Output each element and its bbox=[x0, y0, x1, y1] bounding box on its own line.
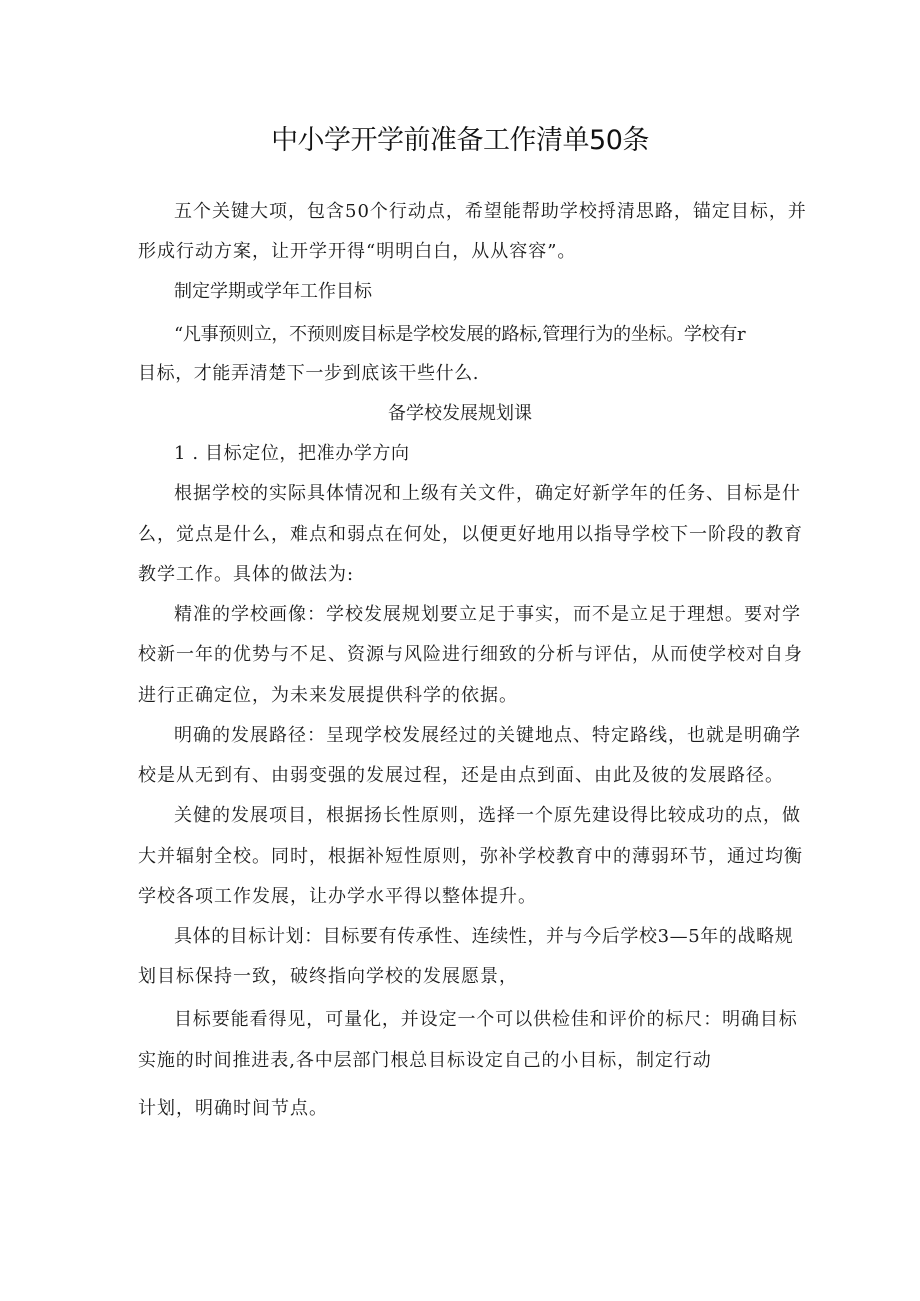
paragraph-line: 计划，明确时间节点。 bbox=[138, 1098, 328, 1119]
paragraph-line: 目标要能看得见，可量化，并设定一个可以供检佳和评价的标尺：明确目标 bbox=[174, 1009, 798, 1030]
paragraph-line: 明确的发展路径：呈现学校发展经过的关键地点、特定路线，也就是明确学 bbox=[174, 725, 801, 746]
numbered-heading: 1 . 目标定位，把准办学方向 bbox=[174, 443, 410, 464]
document-title: 中小学开学前准备工作清单50条 bbox=[271, 125, 649, 156]
paragraph-line: 教学工作。具体的做法为: bbox=[138, 564, 355, 585]
paragraph-line: 学校各项工作发展，让办学水平得以整体提升。 bbox=[138, 886, 537, 907]
paragraph-line: 大并辐射全校。同时，根据补短性原则，弥补学校教育中的薄弱环节，通过均衡 bbox=[138, 846, 803, 867]
paragraph-line: 精准的学校画像：学校发展规划要立足于事实，而不是立足于理想。要对学 bbox=[174, 604, 801, 625]
paragraph-line: 实施的时间推进表,各中层部门根总目标设定自己的小目标，制定行动 bbox=[138, 1050, 712, 1071]
paragraph-line: 根据学校的实际具体情况和上级有关文件，确定好新学年的任务、目标是什 bbox=[174, 483, 801, 504]
paragraph-line: 五个关键大项，包含50个行动点，希望能帮助学校捋清思路，锚定目标，并 bbox=[174, 201, 807, 222]
paragraph-line: 校是从无到有、由弱变强的发展过程，还是由点到面、由此及彼的发展路径。 bbox=[138, 765, 784, 786]
paragraph-line: 目标，才能弄清楚下一步到底该干些什么. bbox=[138, 363, 480, 384]
section-heading: 制定学期或学年工作目标 bbox=[174, 281, 372, 302]
paragraph-line: 具体的目标计划：目标要有传承性、连续性，并与今后学校3—5年的战略规 bbox=[174, 926, 794, 947]
paragraph-line: 么，觉点是什么，难点和弱点在何处，以便更好地用以指导学校下一阶段的教育 bbox=[138, 524, 803, 545]
section-subheading: 备学校发展规划课 bbox=[388, 403, 532, 424]
paragraph-line: “凡事预则立，不预则废目标是学校发展的路标,管理行为的坐标。学校有r bbox=[174, 324, 746, 345]
paragraph-line: 关健的发展项目，根据扬长性原则，选择一个原先建设得比较成功的点，做 bbox=[174, 805, 801, 826]
paragraph-line: 进行正确定位，为未来发展提供科学的依据。 bbox=[138, 685, 518, 706]
paragraph-line: 形成行动方案，让开学开得“明明白白，从从容容”。 bbox=[138, 241, 577, 262]
paragraph-line: 划目标保持一致，破终指向学校的发展愿景， bbox=[138, 966, 518, 987]
paragraph-line: 校新一年的优势与不足、资源与风险进行细致的分析与评估，从而使学校对自身 bbox=[138, 644, 803, 665]
